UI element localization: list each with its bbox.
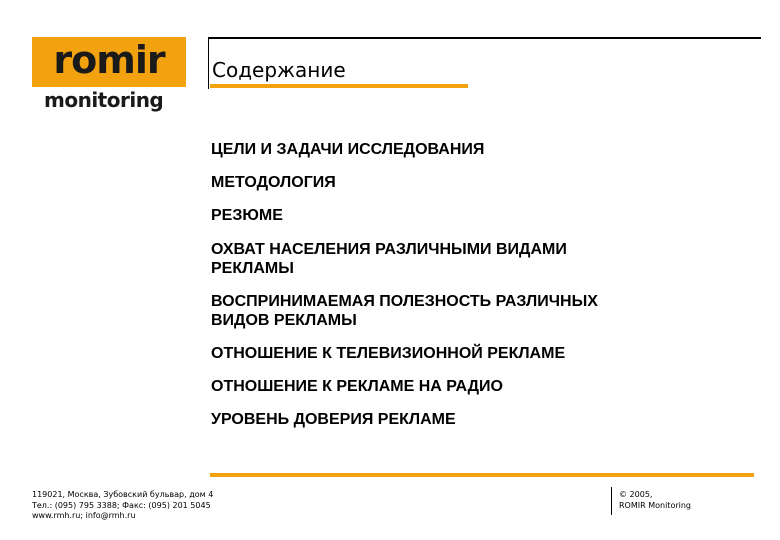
footer-copyright [619,490,691,511]
title-underline [210,84,468,88]
contents-item: УРОВЕНЬ ДОВЕРИЯ РЕКЛАМЕ [211,411,456,428]
logo-main-text: romir [53,38,165,82]
header-vertical-rule [208,37,209,89]
footer-separator [611,487,612,515]
page-title: Содержание [212,58,346,82]
romir-monitoring-logo [32,37,188,111]
contents-item: МЕТОДОЛОГИЯ [211,174,336,191]
copyright-year: © 2005, [619,490,653,499]
contents-item: ЦЕЛИ И ЗАДАЧИ ИССЛЕДОВАНИЯ [211,141,485,158]
header-top-rule [208,37,761,39]
footer-rule [210,473,754,477]
contents-list [211,140,711,443]
copyright-owner: ROMIR Monitoring [619,500,691,510]
contents-item: ОТНОШЕНИЕ К ТЕЛЕВИЗИОННОЙ РЕКЛАМЕ [211,345,566,362]
contents-item: ОТНОШЕНИЕ К РЕКЛАМЕ НА РАДИО [211,378,503,395]
contents-item: РЕЗЮМЕ [211,207,283,224]
contact-phone-line: Тел.: (095) 795 3388; Факс: (095) 201 5045 [32,500,211,510]
contents-item: ОХВАТ НАСЕЛЕНИЯ РАЗЛИЧНЫМИ ВИДАМИ РЕКЛАМЫ [211,241,567,277]
contact-web-line: www.rmh.ru; info@rmh.ru [32,511,136,520]
logo-sub-text: monitoring [44,88,164,112]
logo-box [32,37,186,87]
contents-item: ВОСПРИНИМАЕМАЯ ПОЛЕЗНОСТЬ РАЗЛИЧНЫХ ВИДОВ РЕКЛАМЫ [211,293,598,329]
footer-address [32,490,332,522]
address-line: 119021, Москва, Зубовский бульвар, дом 4 [32,490,214,499]
